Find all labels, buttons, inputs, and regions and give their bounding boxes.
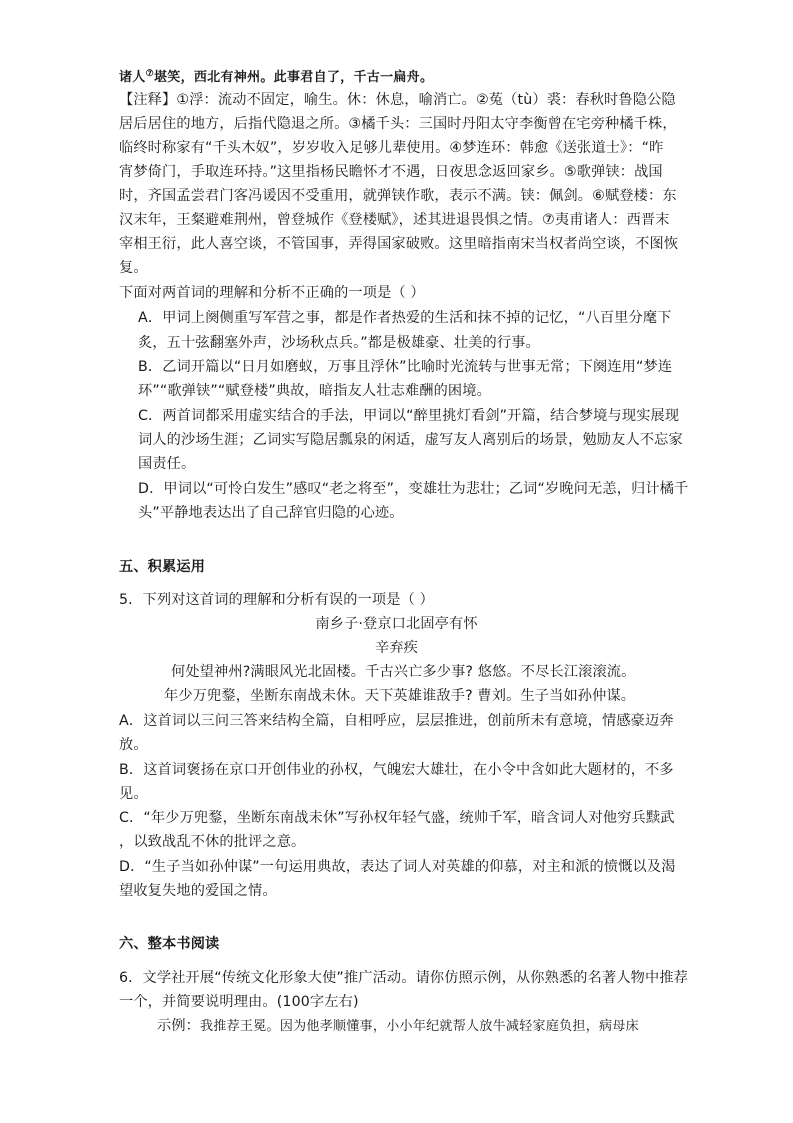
option-b-line: B．乙词开篇以“日月如磨蚁，万事且浮休”比喻时光流转与世事无常；下阕连用“梦连: [138, 359, 673, 375]
example-label: 示例：: [157, 1018, 201, 1034]
question-stem: 5．下列对这首词的理解和分析有误的一项是（ ）: [119, 592, 434, 608]
section-heading: 六、整本书阅读: [119, 936, 220, 952]
option-d-line: D．甲词以“可怜白发生”感叹“老之将至”，变雄壮为悲壮；乙词“岁晚问无恙，归计橘千: [138, 481, 689, 497]
poem-tail-before: 诸人: [119, 70, 146, 85]
annotation-line: 复。: [119, 260, 148, 276]
option-d-line: 头”平静地表达出了自己辞官归隐的心迹。: [138, 505, 404, 521]
annotation-line: 时，齐国孟尝君门客冯谖因不受重用，就弹铗作歌，表示不满。铗：佩剑。⑥赋登楼：东: [119, 188, 677, 204]
option-b-line: 环”“歌弹铗”“赋登楼”典故，暗指友人壮志难酬的困境。: [138, 383, 491, 399]
poem-tail-after: 堪笑，西北有神州。此事君自了，千古一扁舟。: [153, 70, 434, 85]
poem-author: 辛弃疾: [374, 640, 418, 656]
note-marker: ⑦: [145, 69, 154, 79]
section-heading: 五、积累运用: [119, 559, 206, 575]
poem-tail-line: [119, 64, 433, 88]
annotation-line: 汉末年，王粲避难荆州，曾登城作《登楼赋》，述其进退畏惧之情。⑦夷甫诸人：西晋末: [119, 212, 670, 228]
annotation-line: 临终时称家有“千头木奴”，岁岁收入足够儿辈使用。④梦连环：韩愈《送张道士》：“昨: [119, 140, 664, 156]
question-stem: 6．文学社开展“传统文化形象大使”推广活动。请你仿照示例，从你熟悉的名著人物中推荐: [119, 970, 689, 986]
option-c-line: C．“年少万兜鍪，坐断东南战未休”写孙权年轻气盛，统帅千军，暗含词人对他穷兵黩武: [119, 810, 675, 826]
question-stem: 一个，并简要说明理由。(100字左右): [119, 994, 359, 1010]
option-c-line: 词人的沙场生涯；乙词实写隐居瓢泉的闲适，虚写友人离别后的场景，勉励友人不忘家: [138, 432, 683, 448]
option-a-line: A．甲词上阕侧重写军营之事，都是作者热爱的生活和抹不掉的记忆，“八百里分麾下: [138, 310, 672, 326]
option-c-line: C．两首词都采用虚实结合的手法，甲词以“醉里挑灯看剑”开篇，结合梦境与现实展现: [138, 408, 680, 424]
annotation-line: 【注释】①浮：流动不固定，喻生。休：休息，喻消亡。②菟（tù）裘：春秋时鲁隐公隐: [119, 92, 676, 108]
annotation-line: 宰相王衍，此人喜空谈，不管国事，弄得国家破败。这里暗指南宋当权者尚空谈，不图恢: [119, 236, 679, 252]
option-c-line: 国责任。: [138, 456, 196, 472]
option-a-line: A．这首词以三问三答来结构全篇，自相呼应，层层推进，创前所未有意境，情感豪迈奔: [119, 713, 674, 729]
option-a-line: 放。: [119, 737, 148, 753]
option-d-line: 望收复失地的爱国之情。: [119, 883, 277, 899]
question-stem: 下面对两首词的理解和分析不正确的一项是（ ）: [119, 285, 425, 301]
annotation-line: 宵梦倚门，手取连环持。”这里指杨民瞻怀才不遇，日夜思念返回家乡。⑤歌弹铗：战国: [119, 164, 663, 180]
option-a-line: 炙，五十弦翻塞外声，沙场秋点兵。”都是极雄豪、壮美的行事。: [138, 335, 540, 351]
option-b-line: B．这首词褒扬在京口开创伟业的孙权，气魄宏大雄壮，在小令中含如此大题材的，不多: [119, 762, 674, 778]
option-b-line: 见。: [119, 786, 148, 802]
example-line: [157, 1016, 639, 1037]
poem-title: 南乡子·登京口北固亭有怀: [315, 616, 478, 632]
option-c-line: ，以致战乱不休的批评之意。: [119, 834, 306, 850]
poem-line: 何处望神州?满眼风光北固楼。千古兴亡多少事? 悠悠。不尽长江滚滚流。: [171, 664, 636, 680]
example-text: 我推荐王冕。因为他孝顺懂事，小小年纪就帮人放牛减轻家庭负担，病母床: [200, 1019, 639, 1034]
annotation-line: 居后居住的地方，后指代隐退之所。③橘千头：三国时丹阳太守李衡曾在宅旁种橘千株，: [119, 116, 677, 132]
option-d-line: D．“生子当如孙仲谋”一句运用典故，表达了词人对英雄的仰慕，对主和派的愤慨以及渴: [119, 859, 676, 875]
poem-line: 年少万兜鍪，坐断东南战未休。天下英雄谁敌手? 曹刘。生子当如孙仲谋。: [164, 688, 636, 704]
